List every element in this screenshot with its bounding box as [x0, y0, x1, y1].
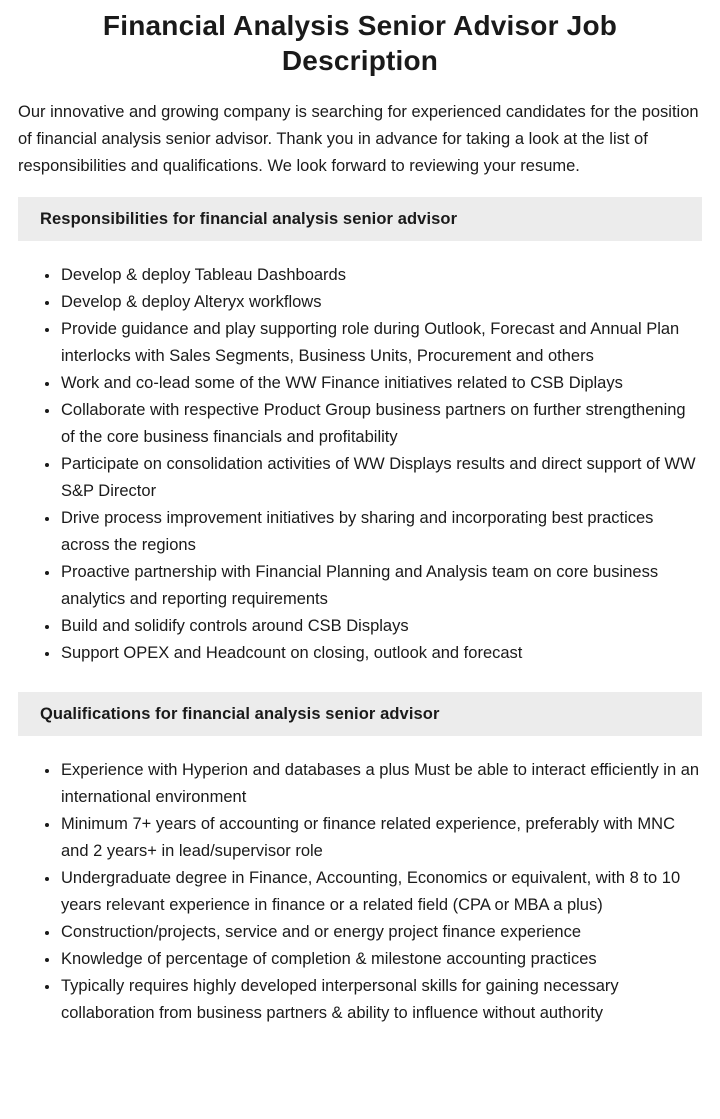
list-item: • Collaborate with respective Product Group business partners on further strengthening of the core business financials and profitability	[60, 397, 702, 451]
qualifications-heading: Qualifications for financial analysis senior advisor	[40, 704, 440, 723]
page-title: Financial Analysis Senior Advisor Job Description	[102, 10, 618, 76]
responsibilities-section-header	[18, 197, 702, 241]
list-item: • Proactive partnership with Financial Planning and Analysis team on core business analytics and reporting requirements	[60, 559, 702, 613]
list-item: • Support OPEX and Headcount on closing, outlook and forecast	[60, 640, 702, 667]
list-item: • Develop & deploy Alteryx workflows	[60, 289, 702, 316]
list-item: • Minimum 7+ years of accounting or finance related experience, preferably with MNC and 2 years+ in lead/supervisor role	[60, 811, 702, 865]
list-item: • Typically requires highly developed interpersonal skills for gaining necessary collaboration from business partners & ability to influence without authority	[60, 973, 702, 1027]
responsibilities-list	[18, 262, 702, 667]
list-item: • Knowledge of percentage of completion & milestone accounting practices	[60, 946, 702, 973]
intro-paragraph: Our innovative and growing company is searching for experienced candidates for the position of financial analysis senior advisor. Thank you in advance for taking a look at the list of responsibilities and qualifications. We look forward to reviewing your resume.	[18, 103, 699, 175]
list-item: • Build and solidify controls around CSB Displays	[60, 613, 702, 640]
list-item: • Undergraduate degree in Finance, Accounting, Economics or equivalent, with 8 to 10 years relevant experience in finance or a related field (CPA or MBA a plus)	[60, 865, 702, 919]
list-item: • Develop & deploy Tableau Dashboards	[60, 262, 702, 289]
list-item: • Participate on consolidation activities of WW Displays results and direct support of WW S&P Director	[60, 451, 702, 505]
list-item: • Work and co-lead some of the WW Finance initiatives related to CSB Diplays	[60, 370, 702, 397]
list-item: • Drive process improvement initiatives by sharing and incorporating best practices across the regions	[60, 505, 702, 559]
list-item: • Construction/projects, service and or energy project finance experience	[60, 919, 702, 946]
list-item: • Provide guidance and play supporting role during Outlook, Forecast and Annual Plan interlocks with Sales Segments, Business Units, Procurement and others	[60, 316, 702, 370]
list-item: • Experience with Hyperion and databases a plus Must be able to interact efficiently in an international environment	[60, 757, 702, 811]
responsibilities-heading: Responsibilities for financial analysis senior advisor	[40, 209, 458, 228]
qualifications-list	[18, 757, 702, 1027]
qualifications-section-header	[18, 692, 702, 736]
